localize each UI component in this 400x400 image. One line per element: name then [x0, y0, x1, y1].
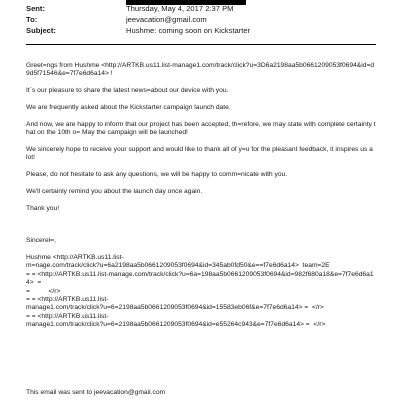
subject-value: Hushme: coming soon on Kickstarter — [126, 26, 251, 35]
sent-value: Thursday, May 4, 2017 2:37 PM — [126, 4, 234, 13]
sent-label: Sent: — [26, 4, 45, 13]
footer-text: This email was sent to jeevacation@gmail.com — [26, 389, 166, 396]
greeting-text: Greet=ngs from Hushme <http://ARTKB.us11.list-manage1.com/track/click?u=3D6a2198aa5b0661209053f0694&id=d9d5f71546&e=7f7e6d6a14> ! — [26, 62, 375, 78]
email-body — [26, 50, 376, 330]
signature-link-block: Hushme <http://ARTKB.us11.list- m=nage.com/track/click?u=6a2198aa5b0661209053f0694&id=345ab0fd50&e==f7e6d6a14> team=2E = = <http://ARTKB.us11.list-manage.com/track/click?u=6a=198aa5b0661209053f0694&id=982f680a18&e=7f7e6d6a14> = = </r> = = <http://ARTKB.us11.list- manage1.com/track/click?u=6=2198aa5b0661209053f0694&id=15583eb06f&e=7f7e6d6a14> = </r> = = <http://ARTKB.us11.list- manage1.com/track/click?u=6=2198aa5b0661209053f0694&id=e55264c943&e=7f7e6d6a14> = </r> — [26, 254, 374, 329]
to-row — [0, 15, 400, 25]
paragraph-launch-date-question: We are frequently asked about the Kickstarter campaign launch date. — [26, 104, 231, 111]
sent-row — [0, 4, 400, 14]
email-header — [0, 0, 400, 44]
subject-label: Subject: — [26, 26, 56, 35]
paragraph-latest-news: It´s our pleasure to share the latest news=about our device with you. — [26, 87, 229, 95]
sign-off-text: Sincerel=, — [26, 237, 56, 245]
thank-you-text: Thank you! — [26, 204, 60, 212]
paragraph-thanks-feedback: We sincerely hope to receive your support and would like to thank all of y=u for the pleasant feedback, it inspires us a lot! — [26, 146, 375, 162]
paragraph-project-accepted: And now, we are happy to inform that our project has been accepted, th=refore, we may state with complete certainty that on the 10th o= May the campaign will be launched! — [26, 120, 376, 137]
header-divider — [26, 44, 376, 45]
to-value: jeevacation@gmail.com — [126, 15, 207, 24]
to-label: To: — [26, 15, 38, 24]
subject-row — [0, 26, 400, 36]
paragraph-reminder: We'll certainly remind you about the launch day once again. — [26, 188, 203, 195]
paragraph-questions: Please, do not hesitate to ask any questions, we will be happy to comm=nicate with you. — [26, 171, 288, 179]
